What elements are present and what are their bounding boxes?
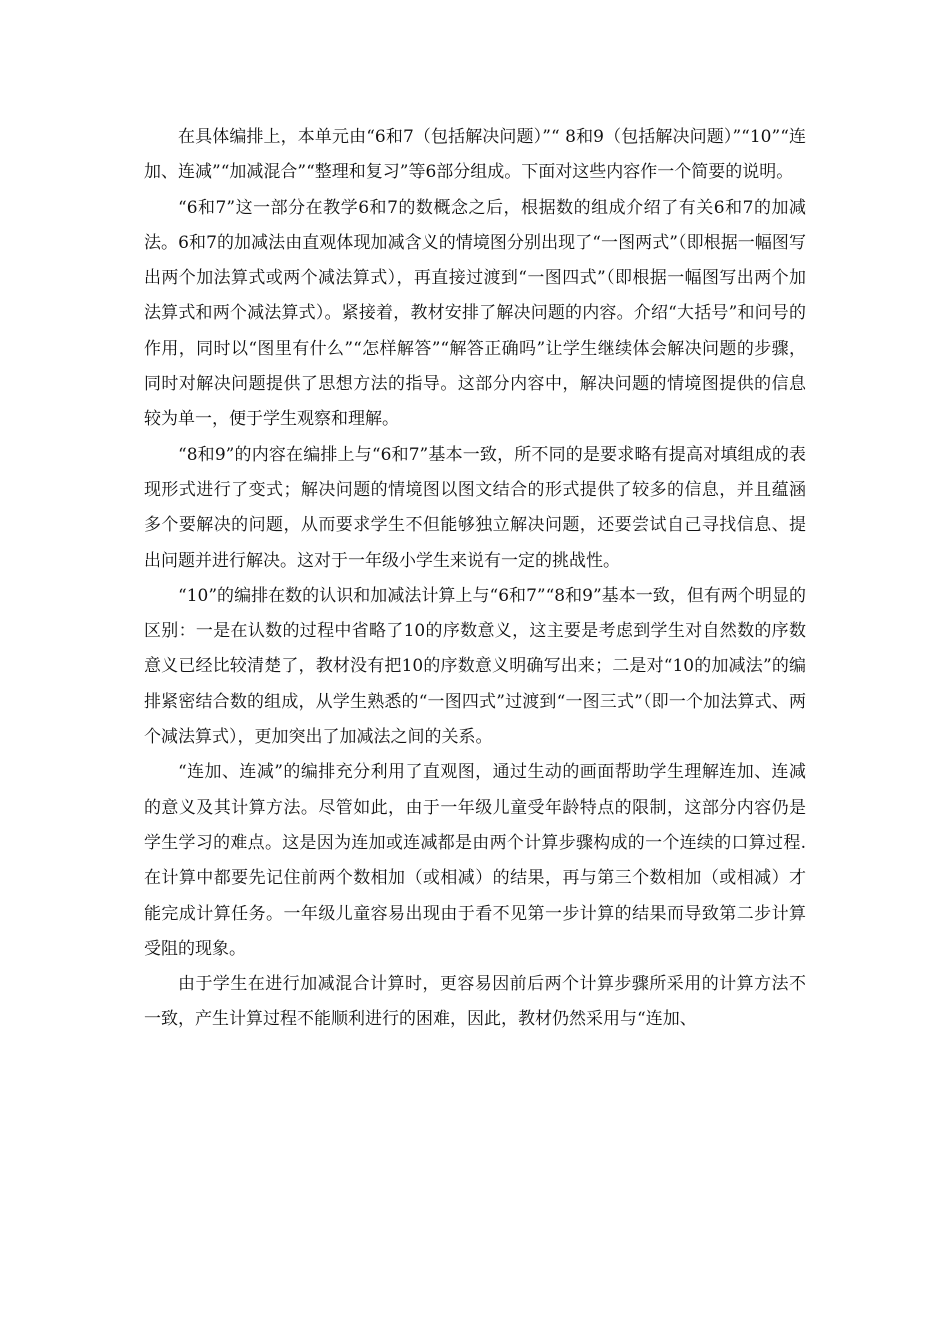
document-body xyxy=(144,120,806,1038)
paragraph-6-and-7: “6和7”这一部分在教学6和7的数概念之后，根据数的组成介绍了有关6和7的加减法。6和7的加减法由直观体现加减含义的情境图分别出现了“一图两式”（即根据一幅图写出两个加法算式或两个减法算式），再直接过渡到“一图四式”（即根据一幅图写出两个加法算式和两个减法算式）。紧接着，教材安排了解决问题的内容。介绍“大括号”和问号的作用，同时以“图里有什么”“怎样解答”“解答正确吗”让学生继续体会解决问题的步骤，同时对解决问题提供了思想方法的指导。这部分内容中，解决问题的情境图提供的信息较为单一，便于学生观察和理解。 xyxy=(144,197,806,430)
paragraph-overview: 在具体编排上，本单元由“6和7（包括解决问题）”“ 8和9（包括解决问题）”“10”“连加、连减”“加减混合”“整理和复习”等6部分组成。下面对这些内容作一个简要的说明。 xyxy=(144,127,806,183)
paragraph-10: “10”的编排在数的认识和加减法计算上与“6和7”“8和9”基本一致，但有两个明显的区别：一是在认数的过程中省略了10的序数意义，这主要是考虑到学生对自然数的序数意义已经比较清楚了，教材没有把10的序数意义明确写出来；二是对“10的加减法”的编排紧密结合数的组成，从学生熟悉的“一图四式”过渡到“一图三式”（即一个加法算式、两个减法算式），更加突出了加减法之间的关系。 xyxy=(144,585,806,748)
paragraph-mixed-add-subtract: 由于学生在进行加减混合计算时，更容易因前后两个计算步骤所采用的计算方法不一致，产生计算过程不能顺利进行的困难，因此，教材仍然采用与“连加、 xyxy=(144,974,806,1030)
paragraph-consecutive-add-subtract: “连加、连减”的编排充分利用了直观图，通过生动的画面帮助学生理解连加、连减的意义及其计算方法。尽管如此，由于一年级儿童受年龄特点的限制，这部分内容仍是学生学习的难点。这是因为连加或连减都是由两个计算步骤构成的一个连续的口算过程. 在计算中都要先记住前两个数相加（或相减）的结果，再与第三个数相加（或相减）才能完成计算任务。一年级儿童容易出现由于看不见第一步计算的结果而导致第二步计算受阻的现象。 xyxy=(144,762,806,959)
paragraph-8-and-9: “8和9”的内容在编排上与“6和7”基本一致，所不同的是要求略有提高对填组成的表现形式进行了变式；解决问题的情境图以图文结合的形式提供了较多的信息，并且蕴涵多个要解决的问题，从而要求学生不但能够独立解决问题，还要尝试自己寻找信息、提出问题并进行解决。这对于一年级小学生来说有一定的挑战性。 xyxy=(144,444,806,571)
